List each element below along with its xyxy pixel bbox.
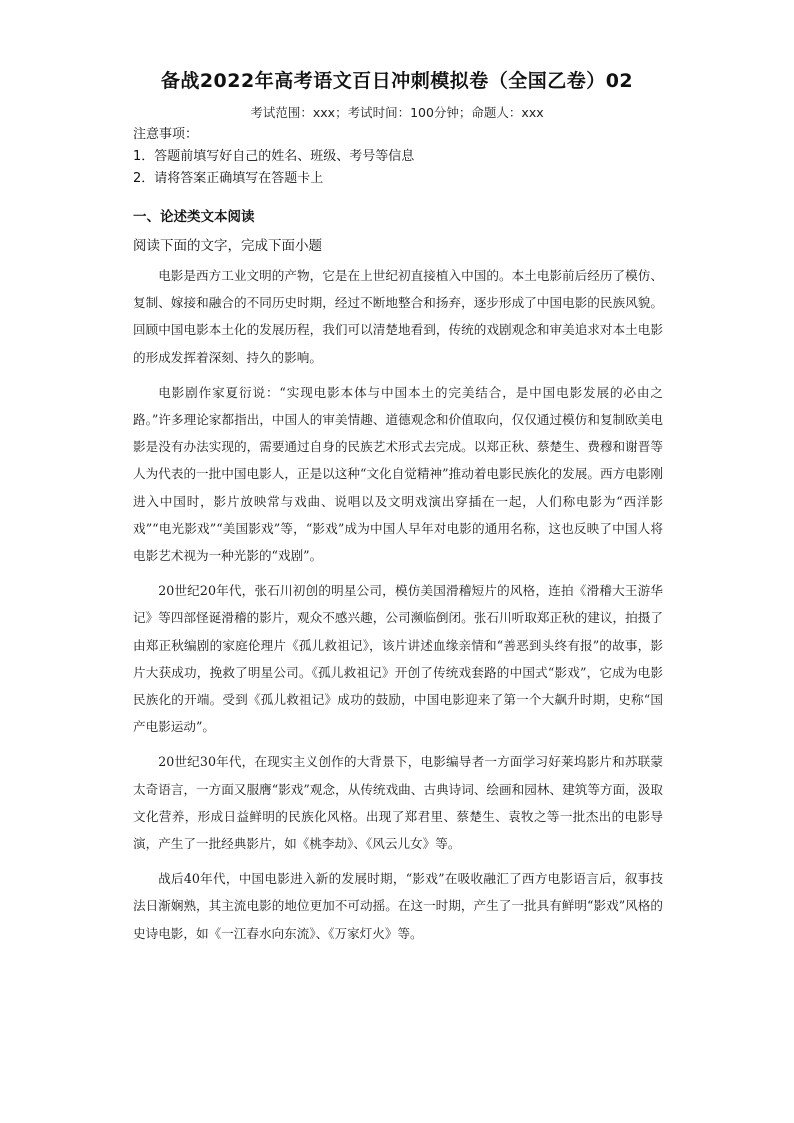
passage-paragraph: 电影是西方工业文明的产物，它是在上世纪初直接植入中国的。本土电影前后经历了模仿、复制、嫁接和融合的不同历史时期，经过不断地整合和扬弃，逐步形成了中国电影的民族风貌。回顾中国电影本土化的发展历程，我们可以清楚地看到，传统的戏剧观念和审美追求对本土电影的形成发挥着深刻、持久的影响。 <box>133 268 663 365</box>
reading-instruction: 阅读下面的文字，完成下面小题 <box>133 238 322 254</box>
note-item: 2．请将答案正确填写在答题卡上 <box>133 171 324 186</box>
passage-body <box>133 262 663 955</box>
passage-paragraph: 战后40年代，中国电影进入新的发展时期，“影戏”在吸收融汇了西方电影语言后，叙事技法日渐娴熟，其主流电影的地位更加不可动摇。在这一时期，产生了一批具有鲜明“影戏”风格的史诗电影，如《一江春水向东流》、《万家灯火》等。 <box>133 871 663 941</box>
notes-block <box>133 124 414 190</box>
passage-paragraph: 电影剧作家夏衍说：“实现电影本体与中国本土的完美结合，是中国电影发展的必由之路。”许多理论家都指出，中国人的审美情趣、道德观念和价值取向，仅仅通过模仿和复制欧美电影是没有办法实现的，需要通过自身的民族艺术形式去完成。以郑正秋、蔡楚生、费穆和谢晋等人为代表的一批中国电影人，正是以这种“文化自觉精神”推动着电影民族化的发展。西方电影刚进入中国时，影片放映常与戏曲、说唱以及文明戏演出穿插在一起，人们称电影为“西洋影戏”“电光影戏”“美国影戏”等，“影戏”成为中国人早年对电影的通用名称，这也反映了中国人将电影艺术视为一种光影的“戏剧”。 <box>133 384 663 564</box>
passage-paragraph: 20世纪30年代，在现实主义创作的大背景下，电影编导者一方面学习好莱坞影片和苏联蒙太奇语言，一方面又服膺“影戏”观念，从传统戏曲、古典诗词、绘画和园林、建筑等方面，汲取文化营养，形成日益鲜明的民族化风格。出现了郑君里、蔡楚生、袁牧之等一批杰出的电影导演，产生了一批经典影片，如《桃李劫》、《风云儿女》等。 <box>133 754 663 852</box>
notes-heading: 注意事项： <box>133 127 199 142</box>
exam-info: 考试范围：xxx；考试时间：100分钟；命题人：xxx <box>250 105 544 120</box>
passage-paragraph: 20世纪20年代，张石川初创的明星公司，模仿美国滑稽短片的风格，连拍《滑稽大王游华记》等四部怪诞滑稽的影片，观众不感兴趣，公司濒临倒闭。张石川听取郑正秋的建议，拍摄了由郑正秋编剧的家庭伦理片《孤儿救祖记》，该片讲述血缘亲情和“善恶到头终有报”的故事，影片大获成功，挽救了明星公司。《孤儿救祖记》开创了传统戏套路的中国式“影戏”，它成为电影民族化的开端。受到《孤儿救祖记》成功的鼓励，中国电影迎来了第一个大飙升时期，史称“国产电影运动”。 <box>133 583 663 735</box>
section-heading: 一、论述类文本阅读 <box>133 209 255 225</box>
exam-title: 备战2022年高考语文百日冲刺模拟卷（全国乙卷）02 <box>160 70 634 92</box>
note-item: 1．答题前填写好自己的姓名、班级、考号等信息 <box>133 149 415 164</box>
